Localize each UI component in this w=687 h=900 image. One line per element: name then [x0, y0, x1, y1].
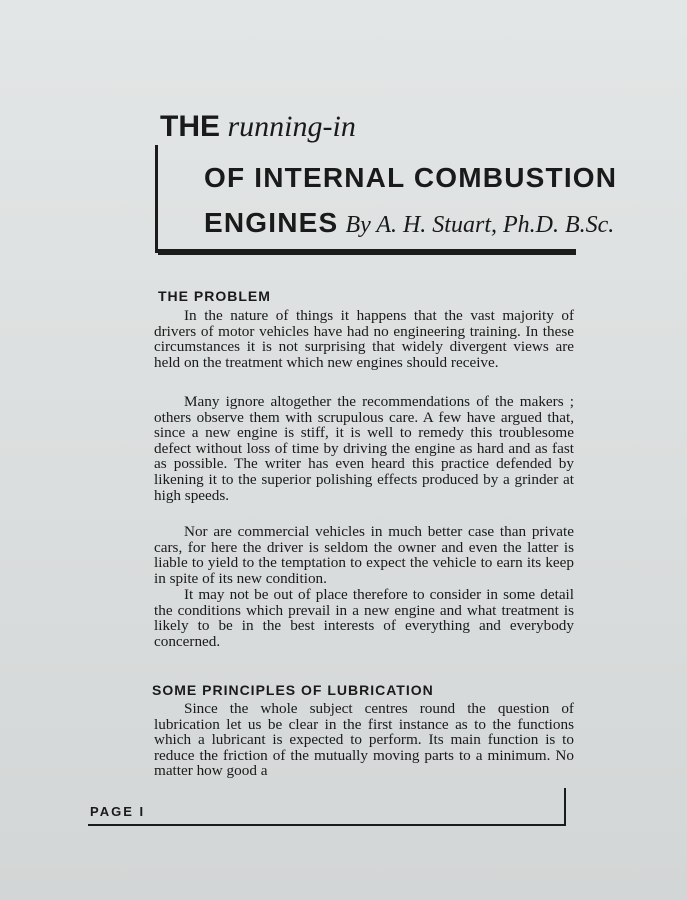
footer-horizontal-rule — [88, 824, 566, 826]
paragraph: Nor are commercial vehicles in much better case than private cars, for here the driver is seldom the owner and even the latter is liable to yield to the temptation to expect the vehicle to earn its keep in spite of its new condition. — [154, 523, 574, 587]
paragraph: Since the whole subject centres round the question of lubrication let us be clear in the first instance as to the functions which a lubricant is expected to perform. Its main function is to reduce the friction of the mutually moving parts to a minimum. No matter how good a — [154, 700, 574, 780]
title-running-in: running-in — [227, 110, 356, 143]
title-line-2: OF INTERNAL COMBUSTION — [204, 162, 618, 193]
section-heading-problem: THE PROBLEM — [158, 288, 271, 304]
paragraph: Many ignore altogether the recommendations of the makers ; others observe them with scrupulous care. A few have argued that, since a new engine is stiff, it is well to remedy this troublesome defect without loss of time by driving the engine as hard and as fast as possible. The writer has even heard this practice defended by likening it to the superior polishing effects produced by a grinder at high speeds. — [154, 393, 574, 504]
paragraph: In the nature of things it happens that the vast majority of drivers of motor vehicles have had no engineering training. In these circumstances it is not surprising that widely divergent views are held on the treatment which new engines should receive. — [154, 307, 574, 371]
title-engines: ENGINES — [204, 207, 339, 238]
footer-vertical-rule — [564, 788, 566, 826]
page-number: PAGE I — [90, 804, 146, 819]
title-vertical-rule — [155, 145, 158, 253]
title-horizontal-rule — [158, 249, 576, 255]
title-the: THE — [160, 110, 220, 143]
section-heading-lubrication: SOME PRINCIPLES OF LUBRICATION — [152, 682, 434, 698]
byline: By A. H. Stuart, Ph.D. B.Sc. — [345, 212, 615, 238]
paragraph: It may not be out of place therefore to consider in some detail the conditions which prevail in a new engine and what treatment is likely to be in the best interests of everything and everybody concerned. — [154, 586, 574, 650]
title-line-1 — [160, 110, 356, 144]
title-line-3 — [204, 207, 614, 240]
